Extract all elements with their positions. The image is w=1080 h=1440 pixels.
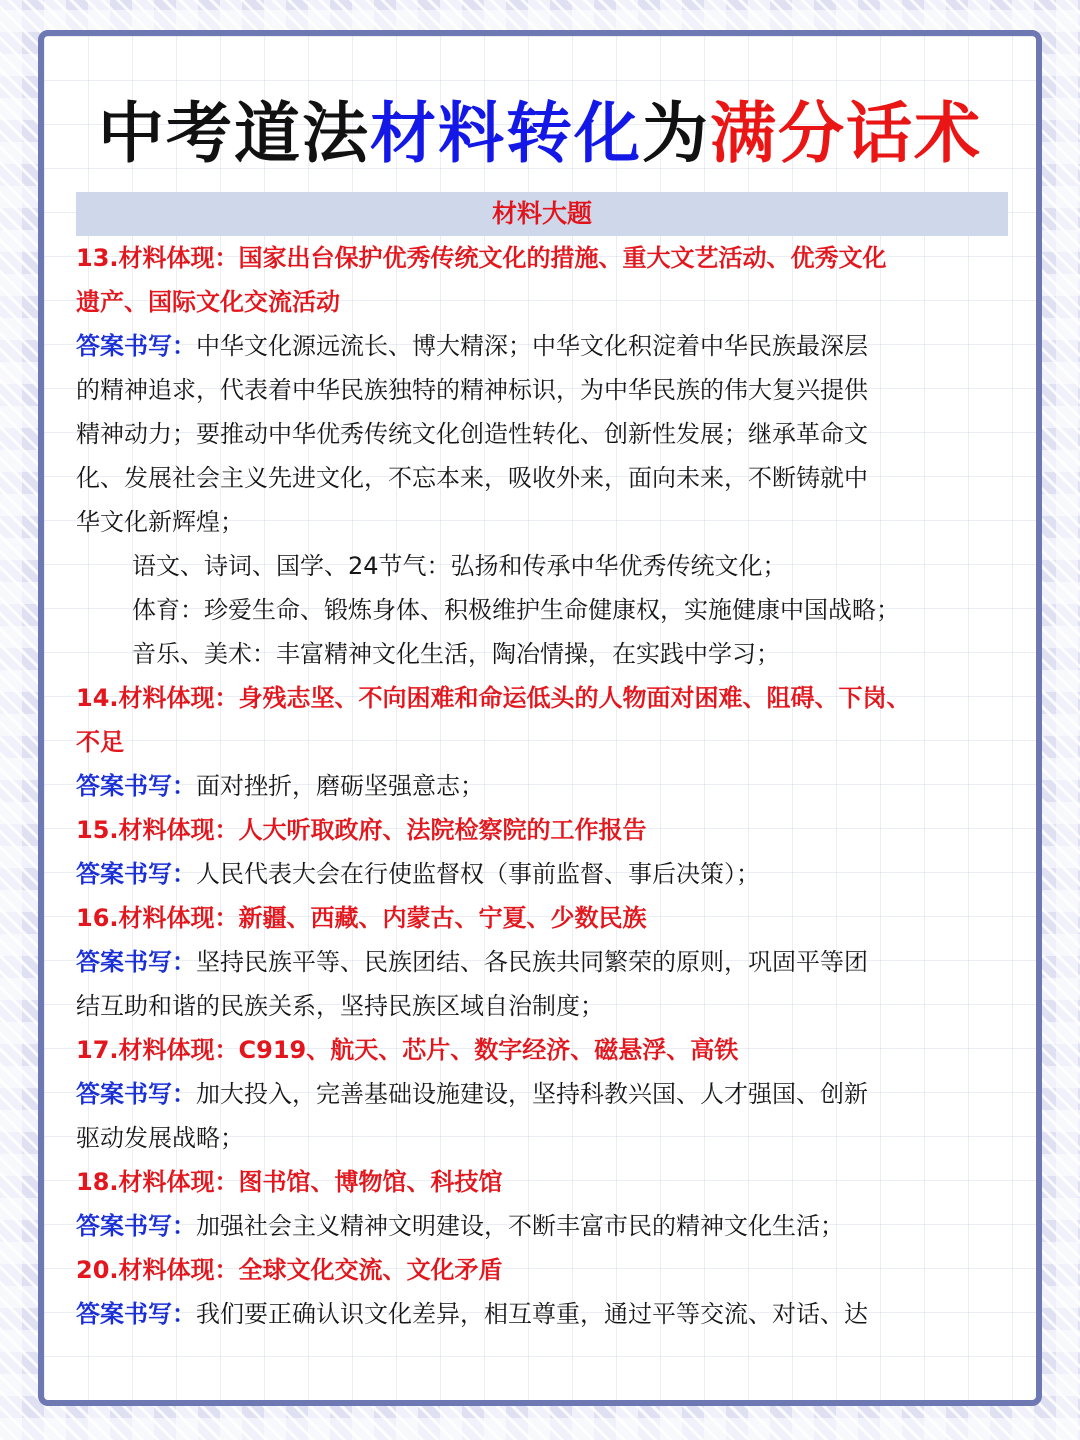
- item-20-material-line-1: 20.材料体现：全球文化交流、文化矛盾: [76, 1256, 503, 1284]
- item-13-sub-line-3: 音乐、美术：丰富精神文化生活，陶冶情操，在实践中学习；: [132, 640, 780, 668]
- item-13-sub-line-1: 语文、诗词、国学、24节气：弘扬和传承中华优秀传统文化；: [132, 552, 787, 580]
- item-18-material-line-1: 18.材料体现：图书馆、博物馆、科技馆: [76, 1168, 503, 1196]
- content-card: [38, 30, 1042, 1406]
- answer-label: 答案书写：: [76, 332, 196, 360]
- answer-label: 答案书写：: [76, 1212, 196, 1240]
- item-13-material-line-1: 13.材料体现：国家出台保护优秀传统文化的措施、重大文艺活动、优秀文化: [76, 244, 887, 272]
- item-13-answer-line-4: 化、发展社会主义先进文化，不忘本来，吸收外来，面向未来，不断铸就中: [76, 464, 868, 492]
- title-part-2: 材料转化: [370, 95, 642, 172]
- item-18-answer-line-1: [76, 1204, 1012, 1248]
- answer-label: 答案书写：: [76, 948, 196, 976]
- item-13-answer-line-1: [76, 324, 1012, 368]
- answer-text: 坚持民族平等、民族团结、各民族共同繁荣的原则，巩固平等团: [196, 948, 868, 976]
- page-title: [44, 94, 1036, 174]
- item-16-answer-line-2: 结互助和谐的民族关系，坚持民族区域自治制度；: [76, 992, 604, 1020]
- answer-text: 人民代表大会在行使监督权（事前监督、事后决策）；: [196, 860, 760, 888]
- item-13-material-line-2: 遗产、国际文化交流活动: [76, 288, 340, 316]
- item-16-material-line-1: 16.材料体现：新疆、西藏、内蒙古、宁夏、少数民族: [76, 904, 647, 932]
- item-17-answer-line-1: [76, 1072, 1012, 1116]
- content-body: [76, 236, 1012, 1336]
- item-14-material-line-2: 不足: [76, 728, 124, 756]
- item-15-answer-line-1: [76, 852, 1012, 896]
- item-17-material-line-1: 17.材料体现：C919、航天、芯片、数字经济、磁悬浮、高铁: [76, 1036, 739, 1064]
- item-14-material-line-1: 14.材料体现：身残志坚、不向困难和命运低头的人物面对困难、阻碍、下岗、: [76, 684, 911, 712]
- answer-text: 加强社会主义精神文明建设，不断丰富市民的精神文化生活；: [196, 1212, 844, 1240]
- answer-label: 答案书写：: [76, 772, 196, 800]
- title-part-1: 中考道法: [98, 95, 370, 172]
- answer-text: 我们要正确认识文化差异，相互尊重，通过平等交流、对话、达: [196, 1300, 868, 1328]
- item-13-answer-line-3: 精神动力；要推动中华优秀传统文化创造性转化、创新性发展；继承革命文: [76, 420, 868, 448]
- item-14-answer-line-1: [76, 764, 1012, 808]
- section-header: 材料大题: [76, 192, 1008, 236]
- item-20-answer-line-1: [76, 1292, 1012, 1336]
- item-13-sub-line-2: 体育：珍爱生命、锻炼身体、积极维护生命健康权，实施健康中国战略；: [132, 596, 900, 624]
- answer-text: 加大投入，完善基础设施建设，坚持科教兴国、人才强国、创新: [196, 1080, 868, 1108]
- answer-label: 答案书写：: [76, 860, 196, 888]
- item-13-answer-line-2: 的精神追求，代表着中华民族独特的精神标识，为中华民族的伟大复兴提供: [76, 376, 868, 404]
- item-17-answer-line-2: 驱动发展战略；: [76, 1124, 244, 1152]
- title-part-4: 满分话术: [710, 95, 982, 172]
- title-part-3: 为: [642, 95, 710, 172]
- item-13-answer-line-5: 华文化新辉煌；: [76, 508, 244, 536]
- answer-label: 答案书写：: [76, 1080, 196, 1108]
- answer-text: 面对挫折，磨砺坚强意志；: [196, 772, 484, 800]
- answer-label: 答案书写：: [76, 1300, 196, 1328]
- item-16-answer-line-1: [76, 940, 1012, 984]
- answer-text: 中华文化源远流长、博大精深；中华文化积淀着中华民族最深层: [196, 332, 868, 360]
- item-15-material-line-1: 15.材料体现：人大听取政府、法院检察院的工作报告: [76, 816, 647, 844]
